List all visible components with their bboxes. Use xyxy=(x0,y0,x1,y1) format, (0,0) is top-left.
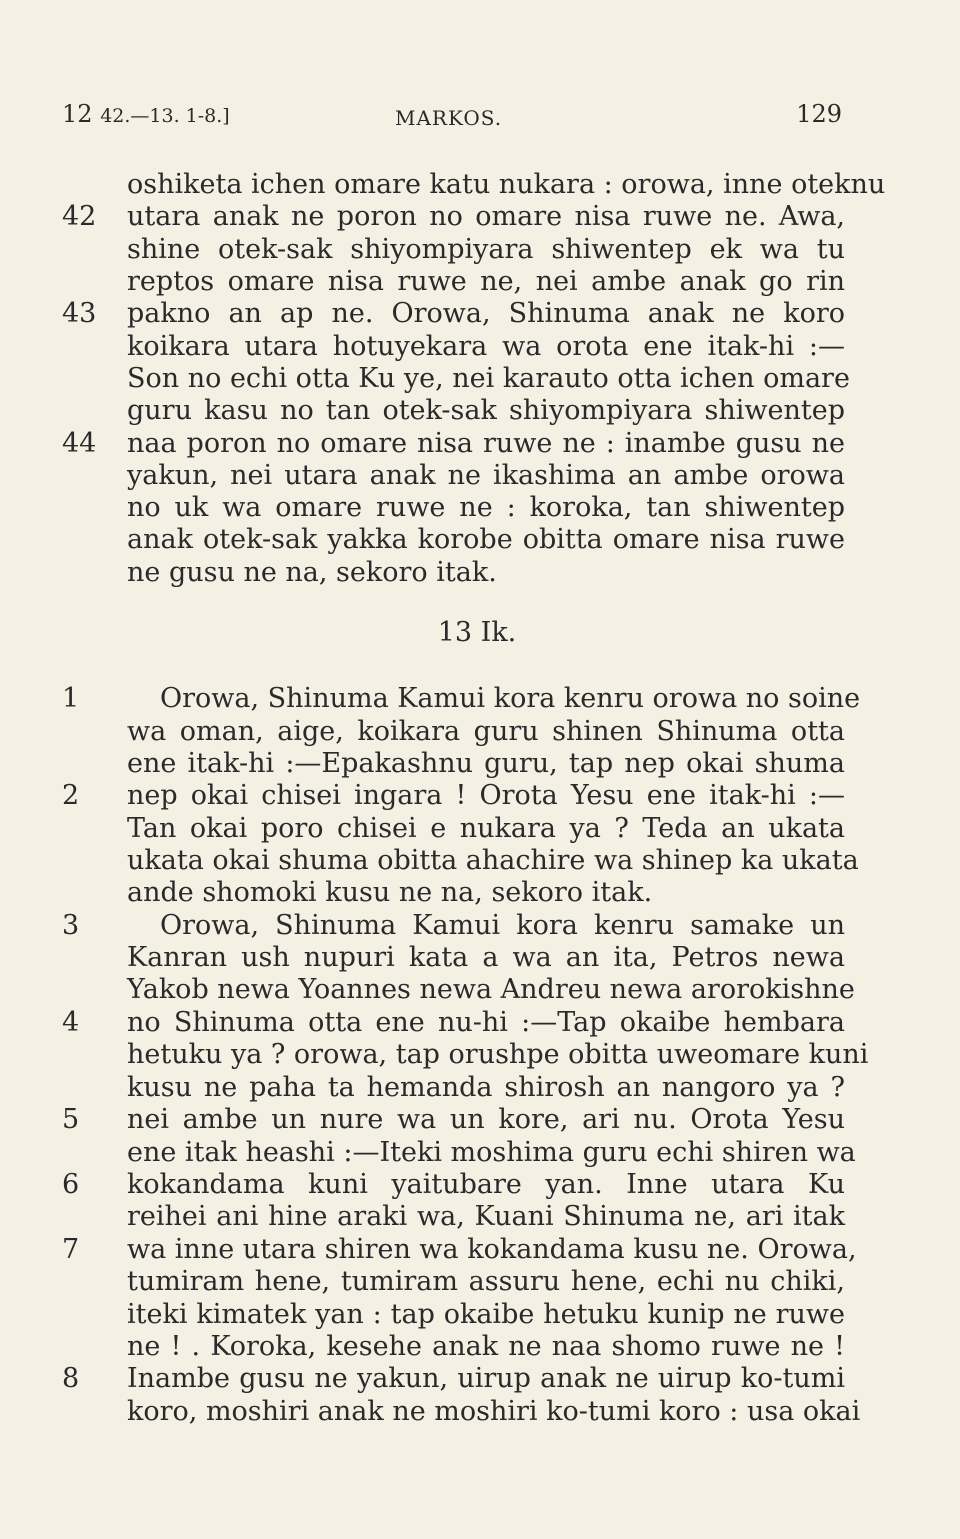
text-line xyxy=(0,941,960,974)
header-chapter-ref: 12 42.—13. 1-8.] xyxy=(62,100,230,128)
text-line xyxy=(0,747,960,780)
verse-number: 6 xyxy=(62,1169,80,1200)
text-line xyxy=(0,297,960,330)
line-text: ene itak heashi :—Iteki moshima guru echi shiren wa xyxy=(127,1137,856,1168)
line-text: wa oman, aige, koikara guru shinen Shinuma otta xyxy=(127,716,845,747)
text-line xyxy=(0,779,960,812)
line-text: Son no echi otta Ku ye, nei karauto otta ichen omare xyxy=(127,363,850,394)
line-text: ukata okai shuma obitta ahachire wa shinep ka ukata xyxy=(127,845,859,876)
line-text: iteki kimatek yan : tap okaibe hetuku kunip ne ruwe xyxy=(127,1299,845,1330)
running-header xyxy=(62,100,842,134)
line-text: wa inne utara shiren wa kokandama kusu ne. Orowa, xyxy=(127,1234,857,1265)
line-text: nep okai chisei ingara ! Orota Yesu ene itak-hi :— xyxy=(127,780,845,811)
line-text: yakun, nei utara anak ne ikashima an ambe orowa xyxy=(127,460,845,491)
text-line xyxy=(0,682,960,715)
line-text: ne ! . Koroka, kesehe anak ne naa shomo ruwe ne ! xyxy=(127,1331,845,1362)
line-text: Inambe gusu ne yakun, uirup anak ne uirup ko-tumi xyxy=(127,1363,845,1394)
text-line xyxy=(0,812,960,845)
verse-number: 8 xyxy=(62,1363,80,1394)
line-text: anak otek-sak yakka korobe obitta omare nisa ruwe xyxy=(127,524,845,555)
text-line xyxy=(0,1233,960,1266)
text-line xyxy=(0,491,960,524)
text-line xyxy=(0,427,960,460)
line-text: pakno an ap ne. Orowa, Shinuma anak ne koro xyxy=(127,298,845,329)
header-title: MARKOS. xyxy=(395,106,503,130)
text-line xyxy=(0,844,960,877)
line-text: kokandama kuni yaitubare yan. Inne utara Ku xyxy=(127,1169,845,1200)
text-line xyxy=(0,1071,960,1104)
text-line xyxy=(0,715,960,748)
verse-number: 44 xyxy=(62,428,97,459)
text-line xyxy=(0,1136,960,1169)
text-line xyxy=(0,1103,960,1136)
line-text: Orowa, Shinuma Kamui kora kenru orowa no soine xyxy=(160,683,861,714)
text-line xyxy=(0,876,960,909)
line-text: ne gusu ne na, sekoro itak. xyxy=(127,557,497,588)
text-line xyxy=(0,556,960,589)
line-text: koro, moshiri anak ne moshiri ko-tumi koro : usa okai xyxy=(127,1396,861,1427)
text-line xyxy=(0,909,960,942)
line-text: koikara utara hotuyekara wa orota ene itak-hi :— xyxy=(127,331,845,362)
verse-number: 42 xyxy=(62,201,97,232)
line-text: reihei ani hine araki wa, Kuani Shinuma ne, ari itak xyxy=(127,1201,845,1232)
line-text: Orowa, Shinuma Kamui kora kenru samake un xyxy=(160,910,845,941)
line-text: tumiram hene, tumiram assuru hene, echi nu chiki, xyxy=(127,1266,845,1297)
verse-number: 3 xyxy=(62,910,80,941)
text-line xyxy=(0,362,960,395)
line-text: Kanran ush nupuri kata a wa an ita, Petros newa xyxy=(127,942,845,973)
text-line xyxy=(0,265,960,298)
text-line xyxy=(0,459,960,492)
text-line xyxy=(0,1330,960,1363)
text-line xyxy=(0,200,960,233)
text-line xyxy=(0,1168,960,1201)
verse-number: 1 xyxy=(62,683,80,714)
text-line xyxy=(0,1265,960,1298)
text-line xyxy=(0,523,960,556)
line-text: kusu ne paha ta hemanda shirosh an nangoro ya ? xyxy=(127,1072,845,1103)
text-line xyxy=(0,1006,960,1039)
chapter-heading: 13 Ik. xyxy=(437,617,517,648)
line-text: hetuku ya ? orowa, tap orushpe obitta uweomare kuni xyxy=(127,1039,869,1070)
text-line xyxy=(0,394,960,427)
text-line xyxy=(0,1395,960,1428)
line-text: no uk wa omare ruwe ne : koroka, tan shiwentep xyxy=(127,492,845,523)
line-text: no Shinuma otta ene nu-hi :—Tap okaibe hembara xyxy=(127,1007,845,1038)
text-line xyxy=(0,1038,960,1071)
verse-number: 43 xyxy=(62,298,97,329)
line-text: ande shomoki kusu ne na, sekoro itak. xyxy=(127,877,653,908)
text-line xyxy=(0,973,960,1006)
line-text: reptos omare nisa ruwe ne, nei ambe anak go rin xyxy=(127,266,845,297)
text-line xyxy=(0,1298,960,1331)
text-line xyxy=(0,233,960,266)
line-text: shine otek-sak shiyompiyara shiwentep ek wa tu xyxy=(127,234,845,265)
line-text: oshiketa ichen omare katu nukara : orowa, inne oteknu xyxy=(127,169,886,200)
verse-number: 2 xyxy=(62,780,80,811)
line-text: naa poron no omare nisa ruwe ne : inambe gusu ne xyxy=(127,428,845,459)
verse-number: 7 xyxy=(62,1234,80,1265)
line-text: nei ambe un nure wa un kore, ari nu. Orota Yesu xyxy=(127,1104,845,1135)
text-line xyxy=(0,330,960,363)
line-text: guru kasu no tan otek-sak shiyompiyara shiwentep xyxy=(127,395,845,426)
text-line xyxy=(0,1362,960,1395)
verse-number: 5 xyxy=(62,1104,80,1135)
line-text: Tan okai poro chisei e nukara ya ? Teda an ukata xyxy=(127,813,845,844)
text-line xyxy=(0,168,960,201)
text-line xyxy=(0,1200,960,1233)
verse-number: 4 xyxy=(62,1007,80,1038)
page-number: 129 xyxy=(796,100,842,128)
line-text: utara anak ne poron no omare nisa ruwe ne. Awa, xyxy=(127,201,845,232)
line-text: Yakob newa Yoannes newa Andreu newa arorokishne xyxy=(127,974,855,1005)
line-text: ene itak-hi :—Epakashnu guru, tap nep okai shuma xyxy=(127,748,845,779)
